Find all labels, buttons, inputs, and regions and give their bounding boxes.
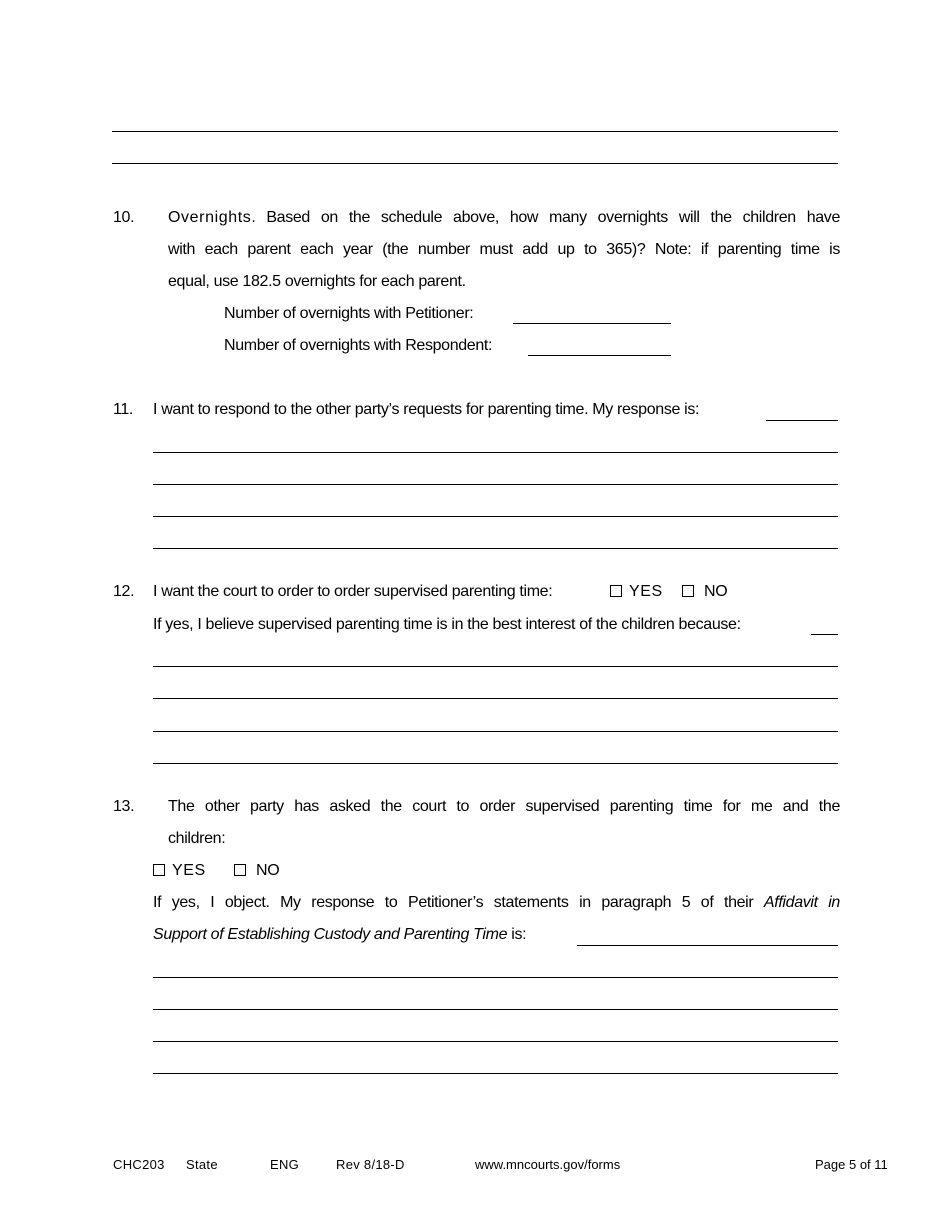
- item-text: The other party has asked the court to order supervised parenting time for me and the: [168, 798, 840, 815]
- page-number: Page 5 of 11: [815, 1157, 888, 1172]
- item-text: I want to respond to the other party’s requests for parenting time. My response is:: [153, 401, 700, 418]
- answer-line[interactable]: [153, 516, 838, 517]
- item-text: with each parent each year (the number must add up to 365)? Note: if parenting time is: [168, 241, 840, 258]
- response-field[interactable]: [766, 420, 838, 421]
- no-label: NO: [704, 583, 728, 600]
- answer-line[interactable]: [153, 1041, 838, 1042]
- respondent-overnights-field[interactable]: [528, 355, 671, 356]
- item-number: 11.: [113, 401, 134, 418]
- affidavit-title: Affidavit in: [763, 894, 840, 911]
- yes-option[interactable]: [610, 582, 663, 602]
- language: ENG: [270, 1157, 300, 1172]
- petitioner-overnights-label: Number of overnights with Petitioner:: [224, 305, 474, 322]
- no-option[interactable]: [682, 582, 727, 602]
- answer-line[interactable]: [153, 977, 838, 978]
- yes-label: YES: [172, 862, 206, 879]
- answer-line[interactable]: [112, 163, 838, 164]
- response-field[interactable]: [811, 634, 838, 635]
- no-option[interactable]: [234, 861, 279, 881]
- answer-line[interactable]: [153, 548, 838, 549]
- revision: Rev 8/18-D: [336, 1157, 405, 1172]
- no-label: NO: [256, 862, 280, 879]
- answer-line[interactable]: [153, 698, 838, 699]
- answer-line[interactable]: [153, 1073, 838, 1074]
- yes-checkbox[interactable]: [610, 585, 622, 597]
- item-text: . Based on the schedule above, how many overnights will the children have: [251, 209, 840, 226]
- petitioner-overnights-field[interactable]: [513, 323, 671, 324]
- affidavit-title: Support of Establishing Custody and Parenting Time: [153, 926, 508, 943]
- answer-line[interactable]: [153, 452, 838, 453]
- item-text: I want the court to order to order supervised parenting time:: [153, 583, 553, 600]
- item-followup: If yes, I believe supervised parenting time is in the best interest of the children because:: [153, 616, 741, 633]
- item-text: children:: [168, 830, 226, 847]
- item-heading: Overnights: [168, 209, 252, 226]
- answer-line[interactable]: [153, 484, 838, 485]
- response-field[interactable]: [577, 945, 838, 946]
- answer-line[interactable]: [153, 666, 838, 667]
- yes-checkbox[interactable]: [153, 864, 165, 876]
- yes-option[interactable]: [153, 861, 206, 881]
- item-number: 10.: [113, 209, 135, 226]
- answer-line[interactable]: [153, 731, 838, 732]
- item-number: 13.: [113, 798, 135, 815]
- answer-line[interactable]: [112, 131, 838, 132]
- answer-line[interactable]: [153, 1009, 838, 1010]
- item-text: If yes, I object. My response to Petitioner’s statements in paragraph 5 of their: [153, 894, 754, 911]
- respondent-overnights-label: Number of overnights with Respondent:: [224, 337, 493, 354]
- item-number: 12.: [113, 583, 135, 600]
- no-checkbox[interactable]: [234, 864, 246, 876]
- answer-line[interactable]: [153, 763, 838, 764]
- item-text: is:: [511, 926, 527, 943]
- yes-label: YES: [629, 583, 663, 600]
- item-text: equal, use 182.5 overnights for each parent.: [168, 273, 466, 290]
- jurisdiction: State: [186, 1157, 218, 1172]
- form-code: CHC203: [113, 1157, 165, 1172]
- no-checkbox[interactable]: [682, 585, 694, 597]
- website-link[interactable]: www.mncourts.gov/forms: [475, 1157, 621, 1172]
